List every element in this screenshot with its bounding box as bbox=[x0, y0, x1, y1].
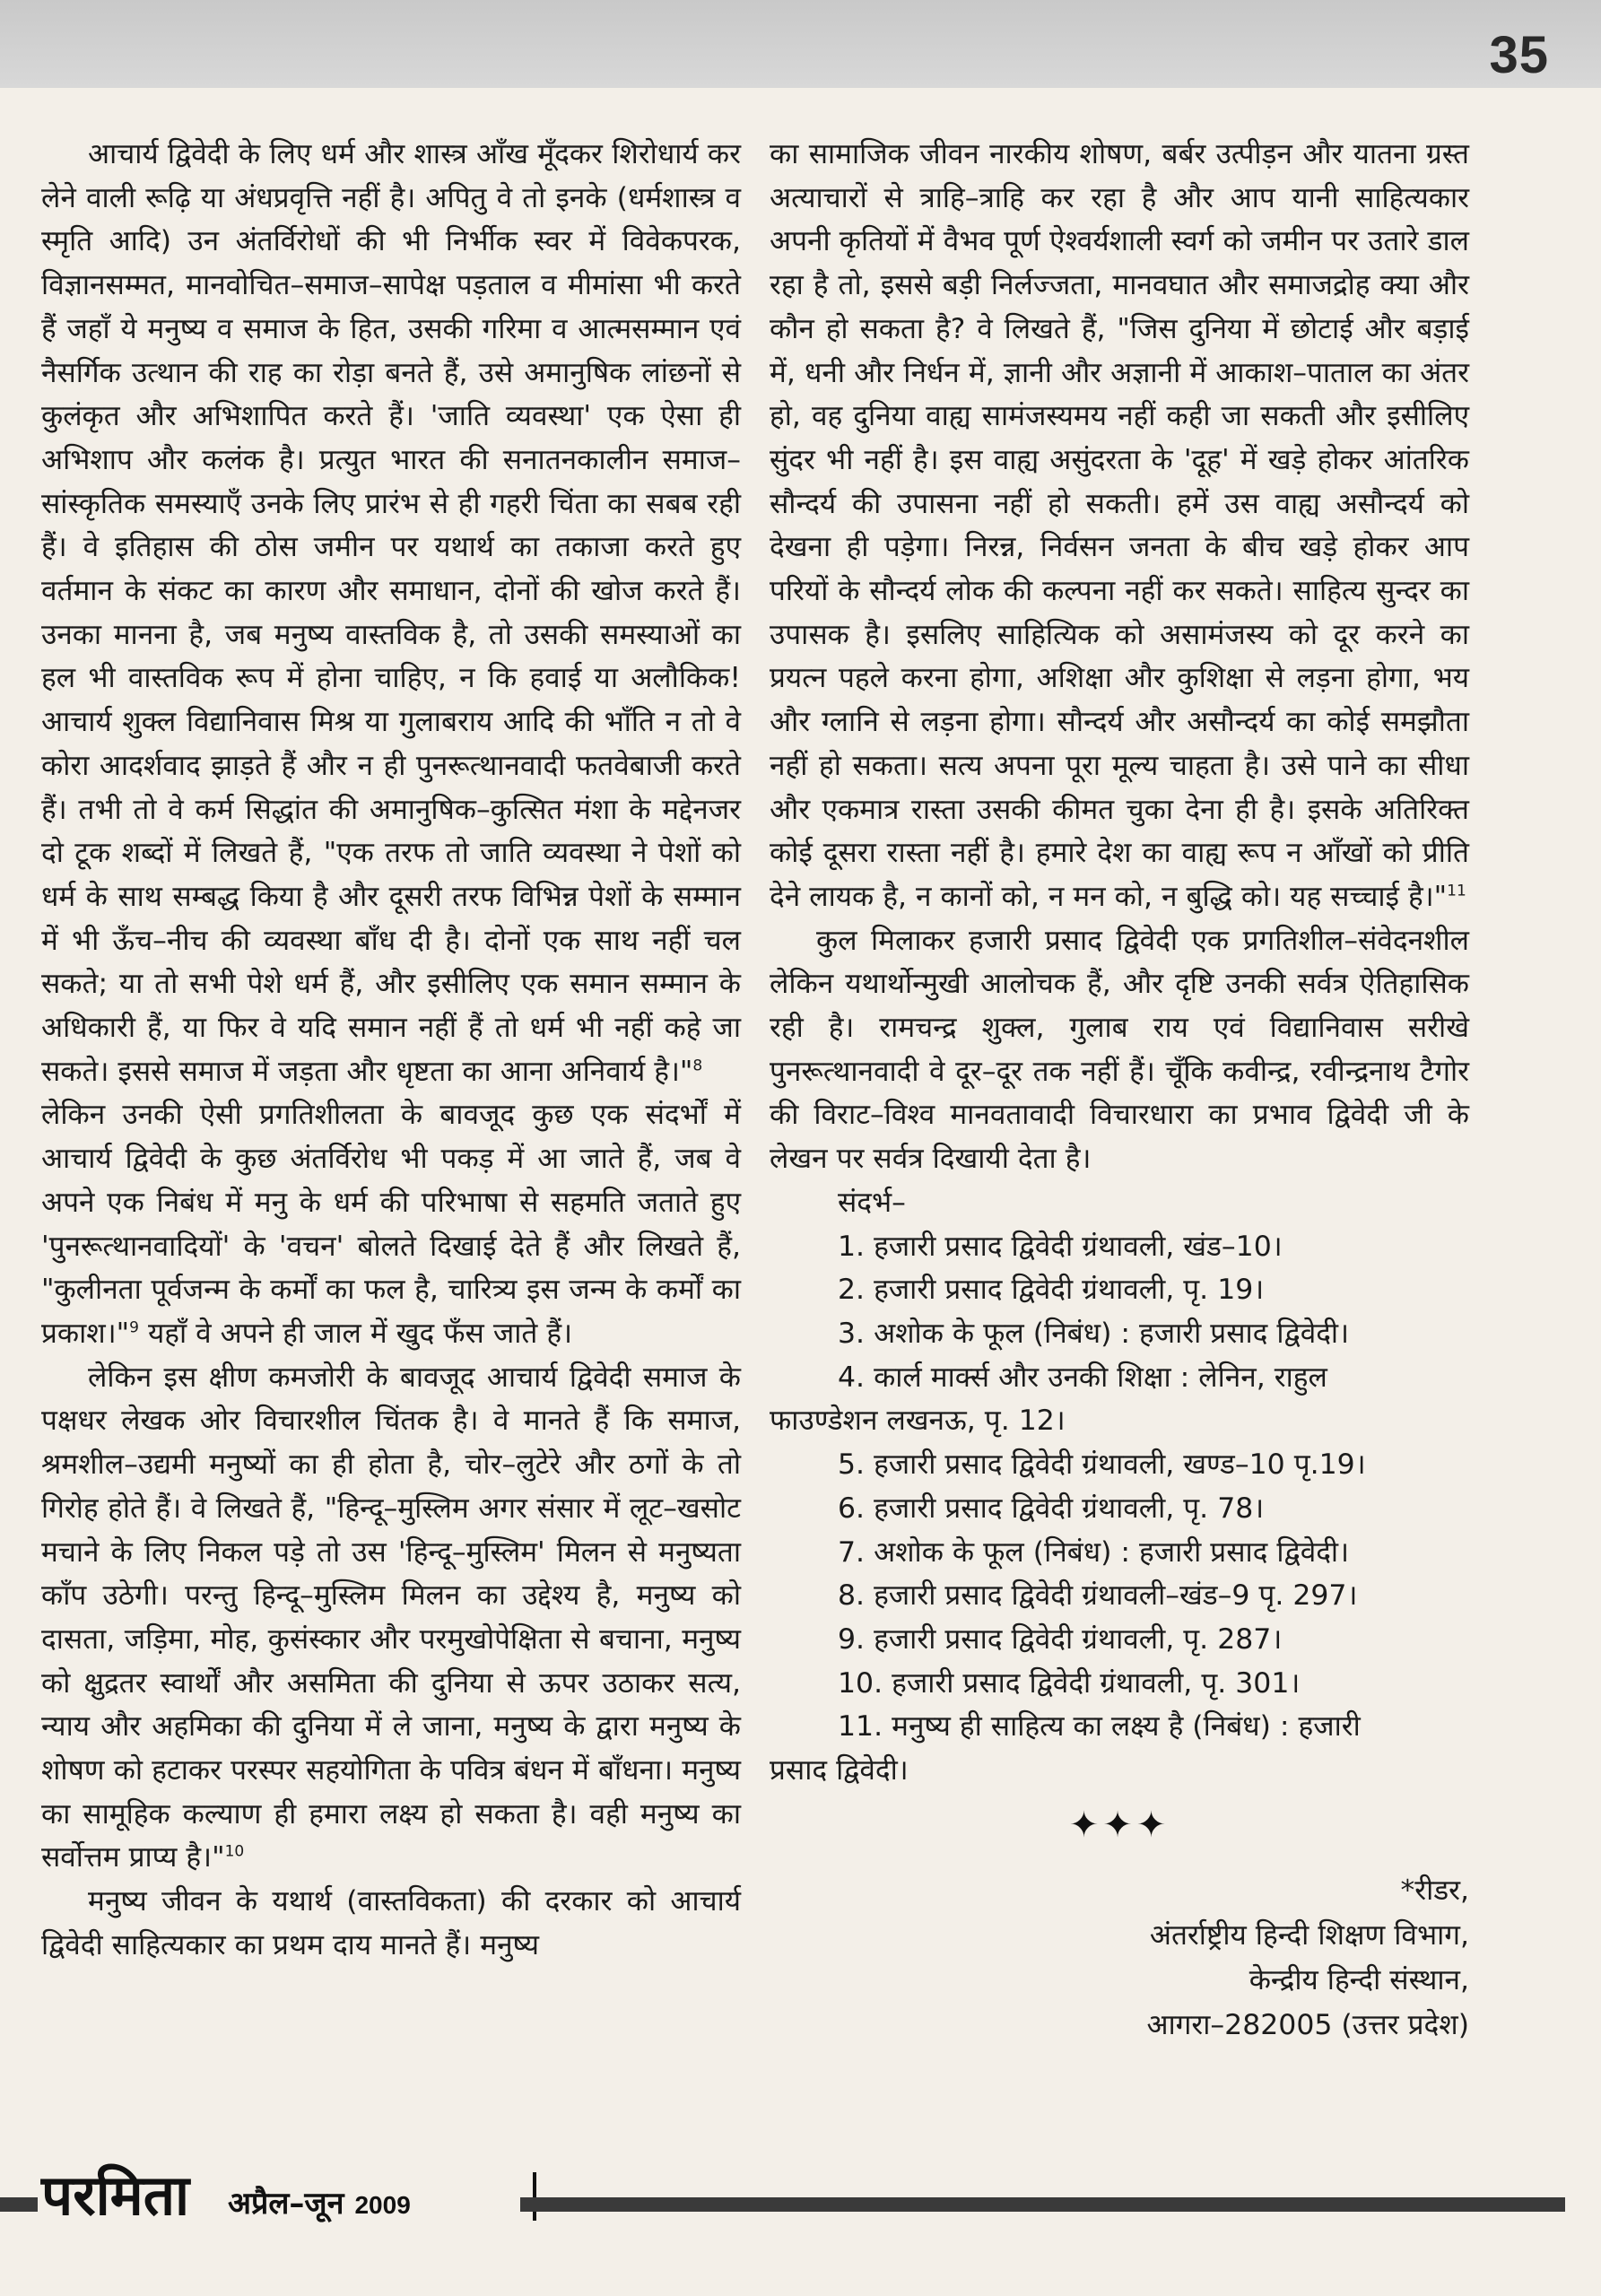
reference-item: 9. हजारी प्रसाद द्विवेदी ग्रंथावली, पृ. 287। bbox=[838, 1622, 1283, 1656]
reference-item: 3. अशोक के फूल (निबंध) : हजारी प्रसाद द्विवेदी। bbox=[838, 1317, 1350, 1350]
page-number: 35 bbox=[1489, 26, 1549, 84]
reference-item: 7. अशोक के फूल (निबंध) : हजारी प्रसाद द्विवेदी। bbox=[838, 1535, 1350, 1569]
paragraph-conclusion: कुल मिलाकर हजारी प्रसाद द्विवेदी एक प्रगतिशील–संवेदनशील लेकिन यथार्थोन्मुखी आलोचक हैं, और दृष्टि उनकी सर्वत्र ऐतिहासिक रही है। रामचन्द्र शुक्ल, गुलाब राय एवं विद्यानिवास सरीखे पुनरूत्थानवादी वे दूर–दूर तक नहीं हैं। चूँकि कवीन्द्र, रवीन्द्रनाथ टैगोर की विराट–विश्व मानवतावादी विचारधारा का प्रभाव द्विवेदी जी के लेखन पर सर्वत्र दिखायी देता है। bbox=[770, 924, 1469, 1176]
reference-item: 11. मनुष्य ही साहित्य का लक्ष्य है (निबंध) : हजारी bbox=[838, 1710, 1361, 1744]
right-column bbox=[770, 133, 1469, 2048]
author-department: अंतर्राष्ट्रीय हिन्दी शिक्षण विभाग, bbox=[1149, 1918, 1469, 1952]
paragraph-reality: मनुष्य जीवन के यथार्थ (वास्तविकता) की दरकार को आचार्य द्विवेदी साहित्यकार का प्रथम दाय मानते हैं। मनुष्य bbox=[41, 1885, 741, 1961]
reference-item: 4. कार्ल मार्क्स और उनकी शिक्षा : लेनिन, राहुल bbox=[838, 1361, 1327, 1394]
issue-label: अप्रैल–जून 2009 bbox=[228, 2186, 411, 2222]
page-footer bbox=[0, 2151, 1601, 2237]
page-header-bar bbox=[0, 0, 1601, 88]
reference-item-continued: प्रसाद द्विवेदी। bbox=[770, 1754, 909, 1787]
footnote-mark: 8 bbox=[692, 1057, 703, 1075]
footnote-mark: 11 bbox=[1447, 882, 1466, 900]
paragraph-dharma: आचार्य द्विवेदी के लिए धर्म और शास्त्र आँख मूँदकर शिरोधार्य कर लेने वाली रूढ़ि या अंधप्रवृत्ति नहीं है। अपितु वे तो इनके (धर्मशास्त्र व स्मृति आदि) उन अंतर्विरोधों की भी निर्भीक स्वर में विवेकपरक, विज्ञानसम्मत, मानवोचित–समाज–सापेक्ष पड़ताल व मीमांसा भी करते हैं जहाँ ये मनुष्य व समाज के हित, उसकी गरिमा व आत्मसम्मान एवं नैसर्गिक उत्थान की राह का रोड़ा बनते हैं, उसे अमानुषिक लांछनों से कुलंकृत और अभिशापित करते हैं। 'जाति व्यवस्था' एक ऐसा ही अभिशाप और कलंक है। प्रत्युत भारत की सनातनकालीन समाज–सांस्कृतिक समस्याएँ उनके लिए प्रारंभ से ही गहरी चिंता का सबब रही हैं। वे इतिहास की ठोस जमीन पर यथार्थ का तकाजा करते हुए वर्तमान के संकट का कारण और समाधान, दोनों की खोज करते हैं। उनका मानना है, जब मनुष्य वास्तविक है, तो उसकी समस्याओं का हल भी वास्तविक रूप में होना चाहिए, न कि हवाई या अलौकिक! आचार्य शुक्ल विद्यानिवास मिश्र या गुलाबराय आदि की भाँति न तो वे कोरा आदर्शवाद झाड़ते हैं और न ही पुनरूत्थानवादी फतवेबाजी करते हैं। तभी तो वे कर्म सिद्धांत की अमानुषिक–कुत्सित मंशा के मद्देनजर दो टूक शब्दों में लिखते हैं, "एक तरफ तो जाति व्यवस्था ने पेशों को धर्म के साथ सम्बद्ध किया है और दूसरी तरफ विभिन्न पेशों के सम्मान में भी ऊँच–नीच की व्यवस्था बाँध दी है। दोनों एक साथ नहीं चल सकते; या तो सभी पेशे धर्म हैं, और इसीलिए एक समान सम्मान के अधिकारी हैं, या फिर वे यदि समान नहीं हैं तो धर्म भी नहीं कहे जा सकते। इससे समाज में जड़ता और धृष्टता का आना अनिवार्य है।"$^8$ bbox=[41, 138, 741, 1088]
paragraph-contradiction: लेकिन उनकी ऐसी प्रगतिशीलता के बावजूद कुछ एक संदर्भों में आचार्य द्विवेदी के कुछ अंतर्विरोध भी पकड़ में आ जाते हैं, जब वे अपने एक निबंध में मनु के धर्म की परिभाषा से सहमति जताते हुए 'पुनरूत्थानवादियों' के 'वचन' बोलते दिखाई देते हैं और लिखते हैं, "कुलीनता पूर्वजन्म के कर्मों का फल है, चारित्र्य इस जन्म के कर्मों का प्रकाश।"$^9$ यहाँ वे अपने ही जाल में खुद फँस जाते हैं। bbox=[41, 1099, 741, 1350]
paragraph-exploitation: का सामाजिक जीवन नारकीय शोषण, बर्बर उत्पीड़न और यातना ग्रस्त अत्याचारों से त्राहि–त्राहि कर रहा है और आप यानी साहित्यकार अपनी कृतियों में वैभव पूर्ण ऐश्वर्यशाली स्वर्ग को जमीन पर उतारे डाल रहा है तो, इससे बड़ी निर्लज्जता, मानवघात और समाजद्रोह क्या और कौन हो सकता है? वे लिखते हैं, "जिस दुनिया में छोटाई और बड़ाई में, धनी और निर्धन में, ज्ञानी और अज्ञानी में आकाश–पाताल का अंतर हो, वह दुनिया वाह्य सामंजस्यमय नहीं कही जा सकती और इसीलिए सुंदर भी नहीं है। इस वाह्य असुंदरता के 'दूह' में खड़े होकर आंतरिक सौन्दर्य की उपासना नहीं हो सकती। हमें उस वाह्य असौन्दर्य को देखना ही पड़ेगा। निरन्न, निर्वसन जनता के बीच खड़े होकर आप परियों के सौन्दर्य लोक की कल्पना नहीं कर सकते। साहित्य सुन्दर का उपासक है। इसलिए साहित्यिक को असामंजस्य को दूर करने का प्रयत्न पहले करना होगा, अशिक्षा और कुशिक्षा से लड़ना होगा, भय और ग्लानि से लड़ना होगा। सौन्दर्य और असौन्दर्य का कोई समझौता नहीं हो सकता। सत्य अपना पूरा मूल्य चाहता है। उसे पाने का सीधा और एकमात्र रास्ता उसकी कीमत चुका देना ही है। इसके अतिरिक्त कोई दूसरा रास्ता नहीं है। हमारे देश का वाह्य रूप न आँखों को प्रीति देने लायक है, न कानों को, न मन को, न बुद्धि को। यह सच्चाई है।"$^{11}$ bbox=[770, 138, 1469, 913]
reference-item: 10. हजारी प्रसाद द्विवेदी ग्रंथावली, पृ. 301। bbox=[838, 1666, 1301, 1700]
magazine-name: परमिता bbox=[41, 2162, 190, 2228]
footer-rule bbox=[520, 2197, 1565, 2212]
reference-item: 5. हजारी प्रसाद द्विवेदी ग्रंथावली, खण्ड–10 पृ.19। bbox=[838, 1448, 1366, 1482]
references-list bbox=[770, 1225, 1469, 1793]
author-affiliation bbox=[770, 1868, 1469, 2048]
left-column bbox=[41, 133, 741, 1968]
author-address: आगरा–282005 (उत्तर प्रदेश) bbox=[1146, 2008, 1469, 2041]
footer-separator bbox=[533, 2172, 536, 2221]
reference-item: 2. हजारी प्रसाद द्विवेदी ग्रंथावली, पृ. 19। bbox=[838, 1274, 1265, 1307]
footnote-mark: 10 bbox=[224, 1842, 245, 1861]
issue-year: 2009 bbox=[354, 2191, 411, 2219]
reference-item-continued: फाउण्डेशन लखनऊ, पृ. 12। bbox=[770, 1405, 1066, 1438]
reference-item: 8. हजारी प्रसाद द्विवेदी ग्रंथावली–खंड–9 पृ. 297। bbox=[838, 1579, 1358, 1613]
author-designation: *रीडर, bbox=[1400, 1874, 1469, 1907]
paragraph-society: लेकिन इस क्षीण कमजोरी के बावजूद आचार्य द्विवेदी समाज के पक्षधर लेखक ओर विचारशील चिंतक है। वे मानते हैं कि समाज, श्रमशील–उद्यमी मनुष्यों का ही होता है, चोर–लुटेरे और ठगों के तो गिरोह होते हैं। वे लिखते हैं, "हिन्दू–मुस्लिम अगर संसार में लूट–खसोट मचाने के लिए निकल पड़े तो उस 'हिन्दू–मुस्लिम' मिलन से मनुष्यता काँप उठेगी। परन्तु हिन्दू–मुस्लिम मिलन का उद्देश्य है, मनुष्य को दासता, जड़िमा, मोह, कुसंस्कार और परमुखोपेक्षिता से बचाना, मनुष्य को क्षुद्रतर स्वार्थों और असमिता की दुनिया से ऊपर उठाकर सत्य, न्याय और अहमिका की दुनिया में ले जाना, मनुष्य के द्वारा मनुष्य के शोषण को हटाकर परस्पर सहयोगिता के पवित्र बंधन में बाँधना। मनुष्य का सामूहिक कल्याण ही हमारा लक्ष्य हो सकता है। वही मनुष्य का सर्वोत्तम प्राप्य है।"$^{10}$ bbox=[41, 1361, 741, 1874]
reference-item: 6. हजारी प्रसाद द्विवेदी ग्रंथावली, पृ. 78। bbox=[838, 1492, 1265, 1525]
reference-item: 1. हजारी प्रसाद द्विवेदी ग्रंथावली, खंड–10। bbox=[838, 1230, 1283, 1263]
footer-rule-left bbox=[0, 2197, 38, 2212]
section-separator: ✦✦✦ bbox=[1068, 1804, 1170, 1846]
author-institute: केन्द्रीय हिन्दी संस्थान, bbox=[1249, 1963, 1469, 1996]
footnote-mark: 9 bbox=[129, 1318, 139, 1337]
references-heading: संदर्भ– bbox=[838, 1186, 906, 1219]
